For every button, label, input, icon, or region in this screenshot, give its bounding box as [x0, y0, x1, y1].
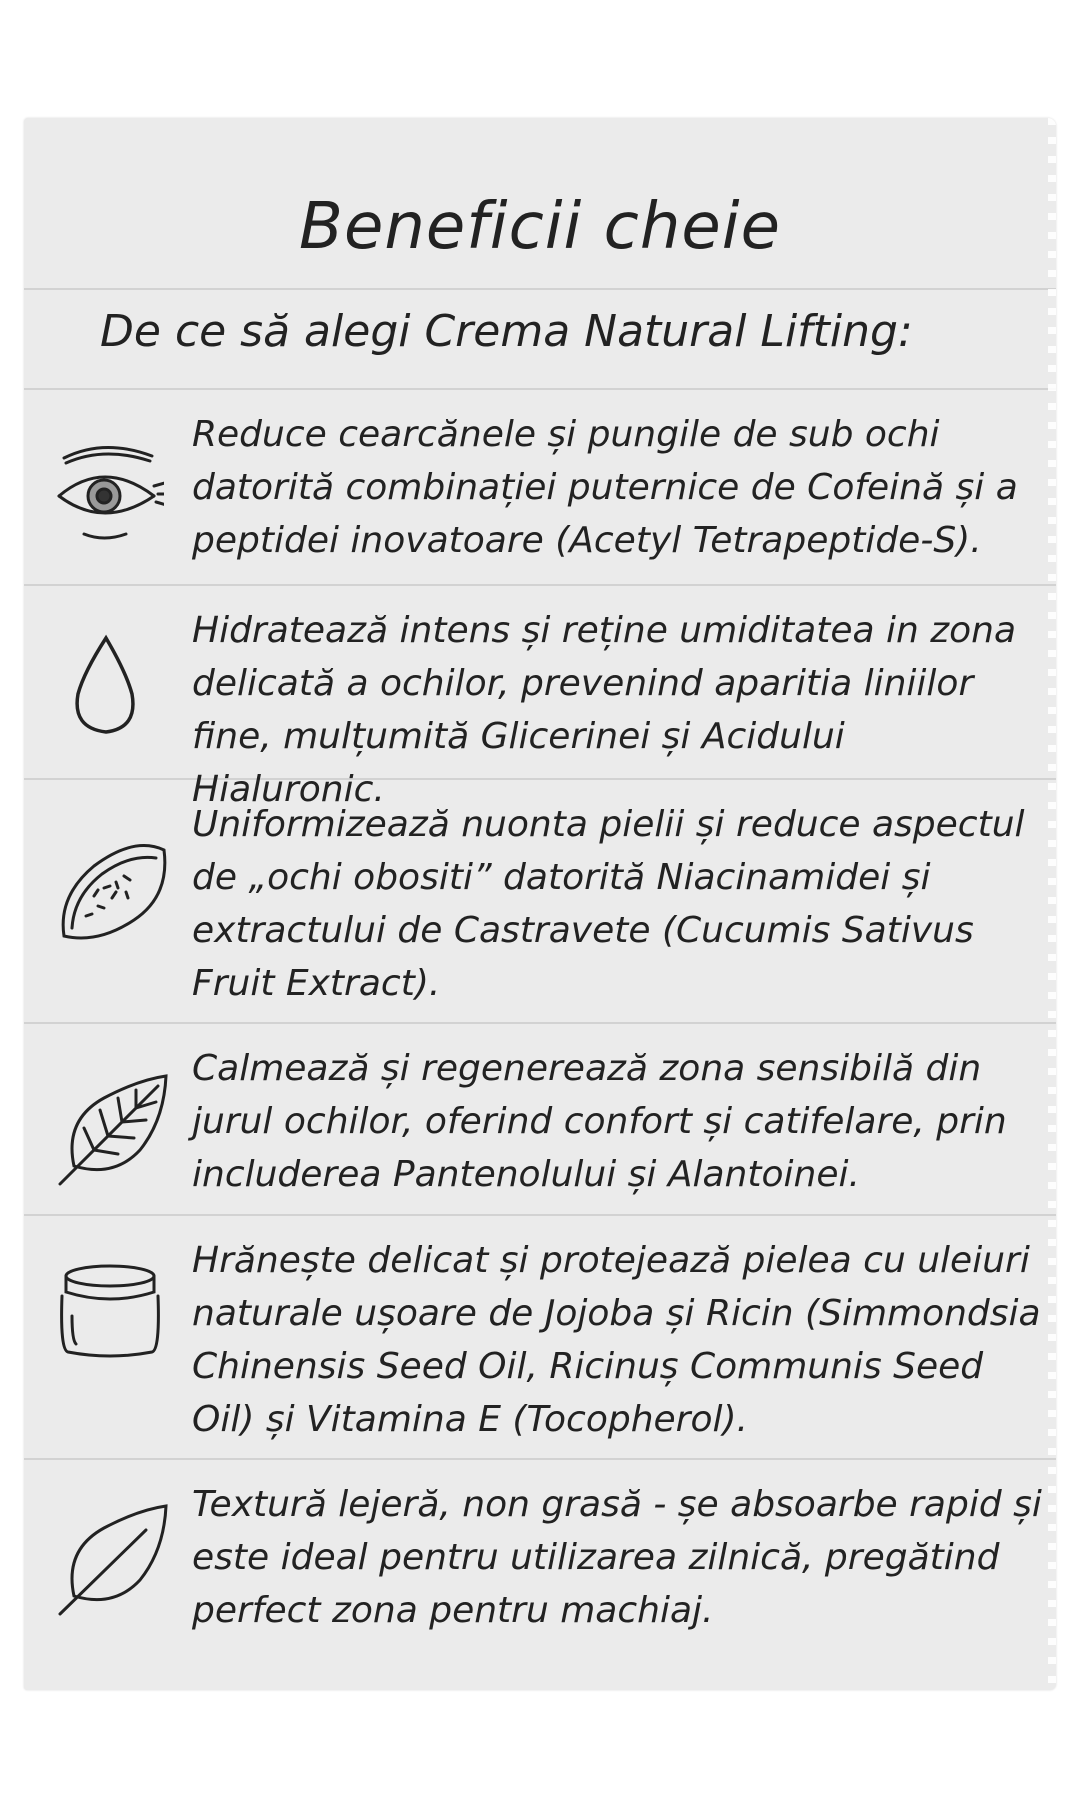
benefits-card — [24, 118, 1056, 1690]
divider — [24, 388, 1056, 390]
benefit-text: Textură lejeră, non grasă - șe absoarbe rapid și este ideal pentru utilizarea zilnică, pregătind perfect zona pentru machiaj. — [192, 1484, 1042, 1631]
leaf-outline-icon — [54, 1500, 174, 1620]
benefit-text: Uniformizează nuonta pielii și reduce aspectul de „ochi obositi” datorită Niacinamidei și extractului de Castravete (Cucumis Sativus Fruit Extract). — [192, 804, 1025, 1004]
benefit-text: Hrănește delicat și protejează pielea cu uleiuri naturale ușoare de Jojoba și Ricin (Simmondsia Chinensis Seed Oil, Ricinuș Communis Seed Oil) și Vitamina E (Tocopherol). — [192, 1240, 1041, 1440]
benefit-text: Reduce cearcănele și pungile de sub ochi datorită combinației puternice de Cofeină și a peptidei inovatoare (Acetyl Tetrapeptide-S). — [192, 414, 1018, 561]
jar-icon — [54, 1260, 174, 1360]
divider — [24, 584, 1056, 586]
leaf-icon — [54, 1070, 174, 1190]
card-subtitle: De ce să alegi Crema Natural Lifting: — [100, 306, 913, 357]
eye-icon — [54, 438, 174, 548]
benefit-text: Hidratează intens și reține umiditatea in zona delicată a ochilor, prevenind aparitia liniilor fine, mulțumită Glicerinei și Acidului Hialuronic. — [192, 610, 1017, 810]
cucumber-icon — [54, 836, 174, 946]
divider — [24, 1022, 1056, 1024]
divider — [24, 1458, 1056, 1460]
water-drop-icon — [54, 632, 174, 742]
benefit-text: Calmează și regenerează zona sensibilă din jurul ochilor, oferind confort și catifelare, prin includerea Pantenolului și Alantoinei. — [192, 1048, 1007, 1195]
divider — [24, 1214, 1056, 1216]
divider — [24, 288, 1056, 290]
card-title: Beneficii cheie — [299, 190, 781, 264]
